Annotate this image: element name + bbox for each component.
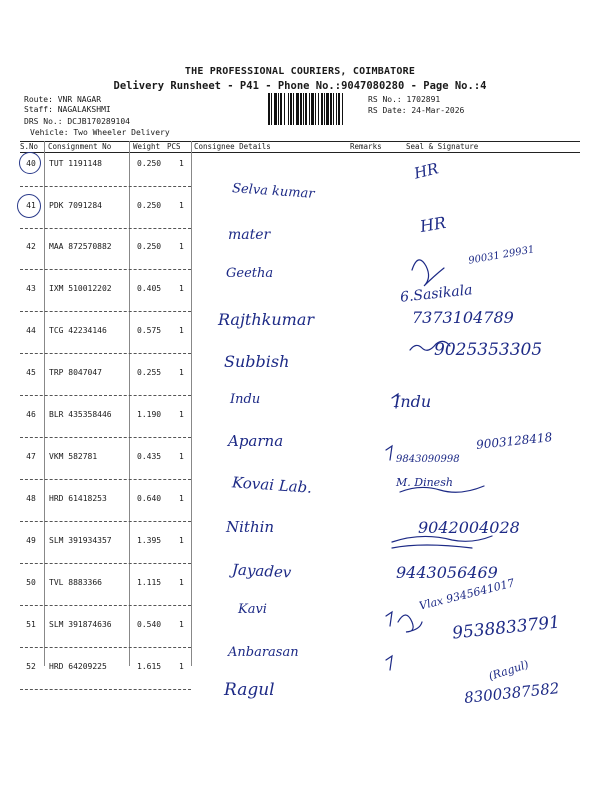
row-sno: 41 [26, 201, 36, 210]
row-weight: 0.640 [137, 494, 162, 503]
row-consignment-no: HRD 64209225 [49, 662, 107, 671]
handwritten-signature: 9843090998 [396, 454, 460, 465]
row-pcs: 1 [179, 620, 184, 629]
row-separator [20, 689, 191, 690]
row-pcs: 1 [179, 410, 184, 419]
row-pcs: 1 [179, 159, 184, 168]
row-pcs: 1 [179, 242, 184, 251]
row-sno: 42 [26, 242, 36, 251]
staff-text: Staff: NAGALAKSHMI [24, 105, 111, 114]
col-header-remarks: Remarks [350, 142, 382, 151]
handwritten-signature: 7373104789 [412, 308, 514, 327]
handwritten-consignee: Indu [230, 392, 261, 407]
col-divider [129, 141, 130, 666]
row-pcs: 1 [179, 662, 184, 671]
row-sno: 47 [26, 452, 36, 461]
route-text: Route: VNR NAGAR [24, 95, 102, 104]
row-sno: 48 [26, 494, 36, 503]
row-separator [20, 563, 191, 564]
handwritten-signature: 90031 29931 [467, 244, 536, 267]
rs-date: RS Date: 24-Mar-2026 [368, 106, 465, 115]
col-divider [44, 141, 45, 666]
row-separator [20, 311, 191, 312]
row-weight: 0.405 [137, 284, 162, 293]
circle-mark [17, 194, 41, 218]
row-consignment-no: MAA 872570882 [49, 242, 112, 251]
row-separator [20, 228, 191, 229]
row-sno: 46 [26, 410, 36, 419]
row-consignment-no: IXM 510012202 [49, 284, 112, 293]
row-weight: 0.255 [137, 368, 162, 377]
row-sno: 50 [26, 578, 36, 587]
col-header-sno: S.No [20, 142, 39, 151]
handwritten-consignee: Kavi [238, 602, 267, 617]
row-sno: 43 [26, 284, 36, 293]
row-weight: 1.395 [137, 536, 162, 545]
handwritten-signature: HR [418, 212, 448, 237]
row-separator [20, 605, 191, 606]
company-title: THE PROFESSIONAL COURIERS, COIMBATORE [184, 66, 416, 77]
row-separator [20, 479, 191, 480]
row-pcs: 1 [179, 326, 184, 335]
row-separator [20, 437, 191, 438]
handwritten-signature: Vlax 9345641017 [417, 576, 516, 613]
row-pcs: 1 [179, 494, 184, 503]
row-consignment-no: BLR 435358446 [49, 410, 112, 419]
handwritten-signature: 9042004028 [418, 518, 520, 537]
row-pcs: 1 [179, 452, 184, 461]
handwritten-signature: (Ragul) [487, 657, 531, 684]
handwritten-signature: 9443056469 [396, 563, 498, 582]
row-sno: 40 [26, 159, 36, 168]
handwritten-consignee: Subbish [224, 352, 290, 371]
row-separator [20, 647, 191, 648]
barcode-image [268, 93, 366, 125]
row-weight: 0.250 [137, 242, 162, 251]
handwritten-signature: Indu [394, 392, 432, 411]
row-separator [20, 395, 191, 396]
row-weight: 0.250 [137, 201, 162, 210]
row-weight: 0.435 [137, 452, 162, 461]
handwritten-signature: 6.Sasikala [399, 282, 474, 306]
handwritten-consignee: Nithin [226, 518, 275, 536]
drs-number: DRS No.: DCJB170289104 [24, 117, 130, 126]
handwritten-signature: 8300387582 [463, 679, 561, 707]
handwritten-consignee: Aparna [228, 432, 284, 450]
row-consignment-no: VKM 582781 [49, 452, 98, 461]
header-bottom-rule [20, 152, 580, 153]
row-pcs: 1 [179, 368, 184, 377]
row-weight: 0.540 [137, 620, 162, 629]
handwritten-consignee: Jayadev [231, 560, 292, 582]
row-consignment-no: PDK 7091284 [49, 201, 102, 210]
row-separator [20, 521, 191, 522]
handwritten-consignee: Anbarasan [228, 645, 299, 660]
row-pcs: 1 [179, 536, 184, 545]
col-header-pcs: PCS [167, 142, 181, 151]
row-sno: 52 [26, 662, 36, 671]
row-weight: 0.575 [137, 326, 162, 335]
row-sno: 45 [26, 368, 36, 377]
col-header-consignee: Consignee Details [194, 142, 271, 151]
row-sno: 49 [26, 536, 36, 545]
row-pcs: 1 [179, 578, 184, 587]
row-separator [20, 186, 191, 187]
handwritten-signature: HR [412, 159, 441, 183]
handwritten-consignee: Geetha [226, 266, 274, 281]
row-pcs: 1 [179, 284, 184, 293]
row-weight: 1.115 [137, 578, 162, 587]
handwritten-signature: M. Dinesh [396, 476, 453, 489]
vehicle-text: Vehicle: Two Wheeler Delivery [30, 128, 170, 137]
col-header-consignment: Consignment No [48, 142, 112, 151]
col-divider [191, 141, 192, 666]
signature-scribbles [380, 230, 580, 690]
handwritten-signature: 9538833791 [451, 612, 561, 644]
row-consignment-no: TVL 8883366 [49, 578, 102, 587]
row-consignment-no: SLM 391934357 [49, 536, 112, 545]
row-separator [20, 353, 191, 354]
row-consignment-no: HRD 61418253 [49, 494, 107, 503]
row-pcs: 1 [179, 201, 184, 210]
rs-number: RS No.: 1702891 [368, 95, 441, 104]
row-consignment-no: TRP 8047047 [49, 368, 102, 377]
handwritten-consignee: Kovai Lab. [231, 473, 313, 497]
circle-mark [19, 152, 41, 174]
row-separator [20, 269, 191, 270]
row-sno: 44 [26, 326, 36, 335]
row-weight: 0.250 [137, 159, 162, 168]
handwritten-consignee: Rajthkumar [218, 310, 315, 329]
row-consignment-no: TUT 1191148 [49, 159, 102, 168]
handwritten-consignee: Ragul [224, 680, 275, 700]
handwritten-signature: 9003128418 [475, 430, 553, 452]
handwritten-consignee: Selva kumar [231, 181, 315, 202]
row-sno: 51 [26, 620, 36, 629]
row-consignment-no: TCG 42234146 [49, 326, 107, 335]
handwritten-signature: 9025353305 [434, 340, 543, 360]
col-header-seal: Seal & Signature [406, 142, 479, 151]
col-header-weight: Weight [133, 142, 161, 151]
row-weight: 1.190 [137, 410, 162, 419]
row-consignment-no: SLM 391874636 [49, 620, 112, 629]
handwritten-consignee: mater [228, 227, 271, 243]
runsheet-subtitle: Delivery Runsheet - P41 - Phone No.:9047080280 - Page No.:4 [113, 80, 487, 92]
row-weight: 1.615 [137, 662, 162, 671]
